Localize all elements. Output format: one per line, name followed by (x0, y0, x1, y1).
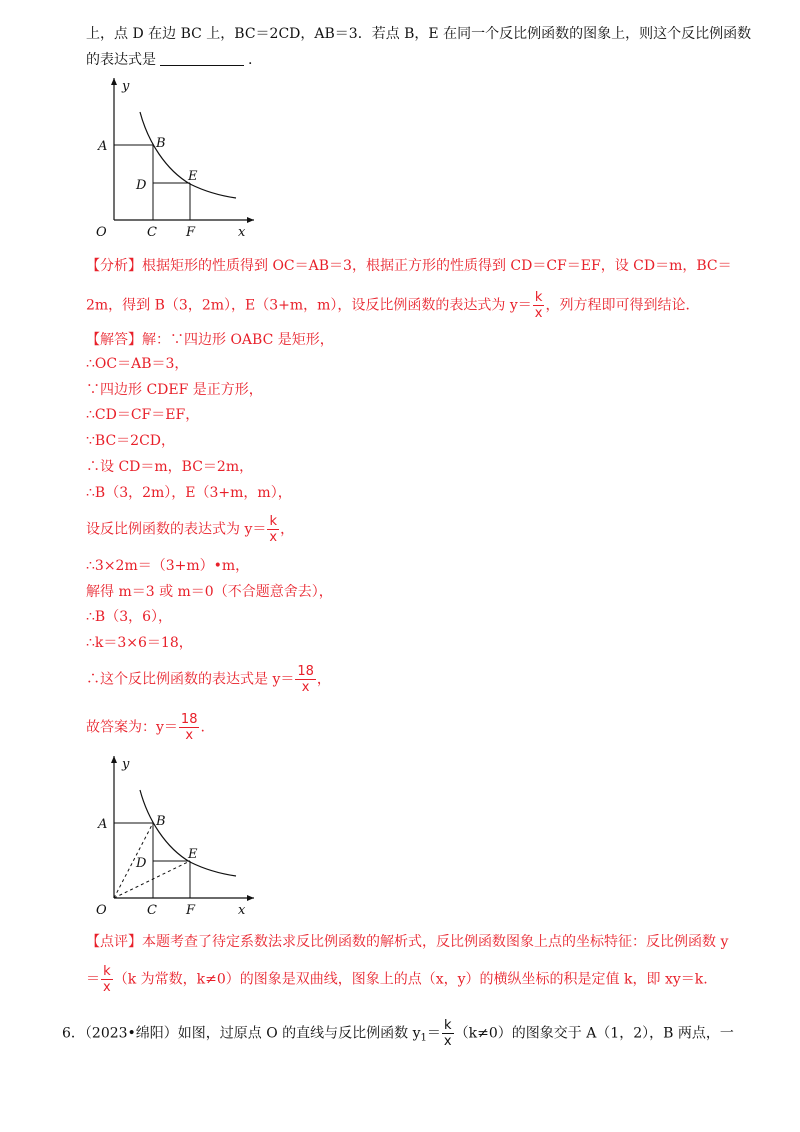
next-problem-line: 6．（2023•绵阳）如图，过原点 O 的直线与反比例函数 $y_1=$ $\frac{k}{x}$ （k≠0）的图象交于 A（1，2），B 两点，一 (62, 1018, 734, 1049)
analysis-text-2a: 2m，得到 B（3，2m），E（3+m，m），设反比例函数的表达式为 y＝ (86, 297, 532, 314)
analysis-tag: 【分析】 (86, 258, 142, 274)
problem-text-suffix: . (248, 52, 253, 68)
label-A: A (98, 139, 108, 154)
x-axis-arrow (247, 217, 254, 223)
solution-step: ∴k＝3×6＝18， (86, 635, 193, 651)
solution-step: ∴设 CD＝m，BC＝2m， (86, 459, 254, 475)
label-D: D (136, 178, 147, 193)
figure-graph-1 (86, 72, 266, 244)
problem-text-prefix: 的表达式是 (86, 52, 156, 68)
y-axis-arrow (111, 756, 117, 763)
comment-text-1: 本题考查了待定系数法求反比例函数的解析式，反比例函数图象上点的坐标特征：反比例函数 y (142, 934, 729, 950)
problem-text-line-1: 上，点 D 在边 BC 上，BC＝2CD，AB＝3．若点 B，E 在同一个反比例函数的图象上，则这个反比例函数 (86, 26, 752, 42)
analysis-line-2 (86, 290, 699, 321)
label-x: x (238, 903, 246, 918)
label-F: F (186, 225, 196, 240)
fraction-k-over-x: $\frac{k}{x}$ (534, 290, 543, 321)
label-y: y (122, 757, 130, 772)
label-D: D (136, 856, 147, 871)
label-O: O (96, 903, 107, 918)
solution-head-text: 解：∵四边形 OABC 是矩形， (142, 332, 334, 348)
solution-step: ∵四边形 CDEF 是正方形， (86, 382, 263, 398)
hyperbola-curve (140, 112, 236, 198)
analysis-line-1 (86, 256, 732, 276)
fraction-k-over-x: $\frac{k}{x}$ (269, 514, 278, 545)
solution-step: ∴3×2m＝（3+m）•m， (86, 558, 250, 574)
label-E: E (188, 847, 198, 862)
hyperbola-curve (140, 790, 236, 876)
comment-line-2: ＝ $\frac{k}{x}$ （k 为常数，k≠0）的图象是双曲线，图象上的点（x，y）的横纵坐标的积是定值 k，即 xy＝k. (86, 964, 708, 995)
fraction-18-over-x: $\frac{18}{x}$ (297, 664, 314, 695)
fraction-k-over-x: $\frac{k}{x}$ (443, 1018, 452, 1049)
solution-step: ∴B（3，2m），E（3+m，m）， (86, 485, 292, 501)
label-B: B (156, 814, 166, 829)
label-C: C (147, 903, 157, 918)
fraction-k-over-x: $\frac{k}{x}$ (103, 964, 111, 995)
label-y: y (122, 79, 130, 94)
subscript-1: 1 (420, 1032, 427, 1044)
solution-answer: 故答案为：y＝ $\frac{18}{x}$ . (86, 712, 205, 743)
answer-blank (160, 51, 244, 66)
solution-tag: 【解答】 (86, 332, 142, 348)
analysis-text-2b: ，列方程即可得到结论． (545, 297, 700, 314)
solution-step: ∴B（3，6）， (86, 609, 173, 625)
y-axis-arrow (111, 78, 117, 85)
label-E: E (188, 169, 198, 184)
figure-graph-2 (86, 750, 266, 922)
solution-step: ∴CD＝CF＝EF， (86, 407, 200, 423)
solution-step: ∵BC＝2CD， (86, 433, 176, 449)
dashed-segment-OE (114, 861, 190, 898)
solution-result: ∴这个反比例函数的表达式是 y＝ $\frac{18}{x}$ ， (86, 664, 331, 695)
label-C: C (147, 225, 157, 240)
label-A: A (98, 817, 108, 832)
comment-tag: 【点评】 (86, 934, 142, 950)
comment-line-1 (86, 932, 728, 952)
label-B: B (156, 136, 166, 151)
label-O: O (96, 225, 107, 240)
solution-head (86, 330, 334, 350)
label-x: x (238, 225, 246, 240)
label-F: F (186, 903, 196, 918)
problem-text-line-2 (86, 50, 252, 70)
analysis-text-1: 根据矩形的性质得到 OC＝AB＝3，根据正方形的性质得到 CD＝CF＝EF，设 CD＝m，BC＝ (142, 258, 732, 274)
solution-set-expression: 设反比例函数的表达式为 y＝ $\frac{k}{x}$ ， (86, 514, 295, 545)
fraction-18-over-x: $\frac{18}{x}$ (180, 712, 198, 743)
solution-step: 解得 m＝3 或 m＝0（不合题意舍去）， (86, 584, 333, 600)
dashed-segment-OB (114, 823, 153, 898)
x-axis-arrow (247, 895, 254, 901)
solution-step: ∴OC＝AB＝3， (86, 356, 189, 372)
problem-number: 6． (62, 1025, 85, 1042)
